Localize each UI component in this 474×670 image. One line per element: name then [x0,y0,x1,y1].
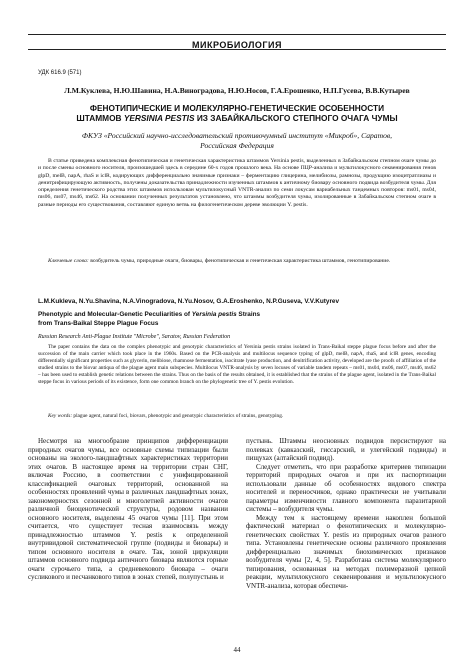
body-column-right [246,437,446,590]
body-paragraph: Несмотря на многообразие принципов дифференциации природных очагов чумы, все основные схемы типизации были основаны на эколого-ландшафтных характеристиках территории этих очагов. В настоящее время на территории стран СНГ, включая Россию, в соответствии с унифицированной классификацией очаговых территорий, основанной на особенностях проявлений чумы в различных ландшафтных зонах, закономерностях сезонной и многолетней активности очагов различной биоценотической структуры, родовом названии основного носителя, выделены 45 очагов чумы [11]. При этом считается, что существует тесная взаимосвязь между принадлежностью штаммов Y. pestis к определенной внутривидовой систематической группе (подвиды и биовары) и типом основного носителя в очаге. Так, зоной циркуляции штаммов основного подвида античного биовара являются горные очаги сурочьего типа, а средневекового биовара – очаги сусликового и песчанкового типов в зонах степей, полупустынь и [28,437,228,581]
affiliation-line-2: Российская Федерация [200,141,274,150]
section-title: МИКРОБИОЛОГИЯ [192,40,282,50]
en-title-line-2: from Trans-Baikal Steppe Plague Focus [38,319,159,327]
body-paragraph: Между тем к настоящему времени накоплен большой фактический материал о фенотипических и молекулярно-генетических свойствах Y. pestis из природных очагов разного типа. Установлены генетические основы различного проявления дифференциально значимых биохимических признаков возбудителя чумы [2, 4, 5]. Разработана система молекулярного типирования, основанная на методах полимеразной цепной реакции, мультилокусного секвенирования и мультилокусного VNTR-анализа, которая обеспечи- [246,513,446,590]
en-title-post: Strains [236,311,261,318]
title-line-1: ФЕНОТИПИЧЕСКИЕ И МОЛЕКУЛЯРНО-ГЕНЕТИЧЕСКИЕ ОСОБЕННОСТИ [89,103,385,113]
body-column-left [28,437,228,582]
title-line-2 [28,113,446,123]
keywords-en [38,413,436,419]
title-line-2-species: YERSINIA PESTIS [123,113,195,123]
affiliation-ru [28,131,446,151]
authors-ru: Л.М.Куклева, Н.Ю.Шавина, Н.А.Виноградова, Н.Ю.Носов, Г.А.Ерошенко, Н.П.Гусева, В.В.Кутырев [64,86,410,95]
abstract-en: The paper contains the data on the complex phenotypic and genotypic characteristics of Yersinia pestis strains isolated in Trans-Baikal steppe plague focus before and after the succession of the main carrier which took place in the 1960s. Based on the PCR-analysis and multilocus sequence typing of glpD, melB, napA, rhaS, and iclR genes, encoding differentially significant properties such as glycerin, melibiose, rhamnose fermentation, isocitrate lyase production, and denitrification activity, developed are the proofs of affiliation of the studied strains to the biovar antiqua of the plague agent main subspecies. Multilocus VNTR-analysis by seven locuses of variable tandem repeats – ms01, ms04, ms06, ms07, ms46, ms62 – has been used to establish genetic relations between the strains. Thus on the basis of the results obtained, it is established that the strains of the plague agent, isolated in the Trans-Baikal steppe focus in various periods of its existence, form one common branch on the phylogenetic tree of Y. pestis evolution. [38,344,436,385]
authors-en: L.M.Kukleva, N.Yu.Shavina, N.A.Vinogradova, N.Yu.Nosov, G.A.Eroshenko, N.P.Guseva, V.V.Kutyrev [38,298,340,305]
abstract-ru: В статье приведена комплексная фенотипическая и генетическая характеристика штаммов Yersinia pestis, выделенных в Забайкальском степном очаге чумы до и после смены основного носителя, произошедшей здесь в середине 60-х годов прошлого века. На основе ПЦР-анализа и мультилокусного секвенирования генов glpD, melB, napA, rhaS и iclR, кодирующих дифференциально значимые признаки – ферментацию глицерина, мелибиозы, рамнозы, продукцию изоцитратлиазы и денитрифицирующую активность, получены доказательства принадлежности изученных штаммов к античному биовару основного подвида возбудителя чумы. Для определения генетического родства этих штаммов использован мультилокусный VNTR-анализ по семи локусам вариабельных тандемных повторов: ms01, ms04, ms06, ms07, ms46, ms62. На основании полученных результатов установлено, что штаммы возбудителя чумы, изолированные в Забайкальском степном очаге в разные периоды его существования, составляют единую ветвь на филогенетическом дереве эволюции Y. pestis. [38,158,436,208]
keywords-en-label: Key words: [48,413,73,419]
page-number: 44 [233,646,241,654]
section-header [28,34,446,50]
en-title-pre: Phenotypic and Molecular-Genetic Peculiarities of [38,311,192,318]
keywords-ru [38,258,436,265]
affiliation-en: Russian Research Anti-Plague Institute "Microbe", Saratov, Russian Federation [38,334,231,340]
body-paragraph: пустынь. Штаммы неосновных подвидов персистируют на полевках (кавказский, гиссарский, и улегейский подвиды) и пищухах (алтайский подвид). [246,437,446,462]
article-title-ru [28,103,446,123]
keywords-en-text: plague agent, natural foci, biovars, phenotypic and genotypic characteristics of strains, genotyping. [72,413,284,419]
udc-code: УДК 616.9 (571) [38,70,82,76]
article-title-en [38,311,436,328]
title-line-2-pre: ШТАММОВ [76,113,124,123]
title-line-2-post: ИЗ ЗАБАЙКАЛЬСКОГО СТЕПНОГО ОЧАГА ЧУМЫ [194,113,398,123]
body-paragraph: Следует отметить, что при разработке критериев типизации территорий природных очагов и при их паспортизации использовали данные об особенностях видового спектра носителей и переносчиков, однако практически не учитывали параметры изменчивости главного компонента паразитарной системы – возбудителя чумы. [246,462,446,513]
en-title-line-1 [38,311,436,320]
keywords-ru-text: возбудитель чумы, природные очаги, биовары, фенотипическая и генетическая характеристика штаммов, генотипирование. [88,258,391,264]
en-title-species: Yersinia pestis [191,311,237,318]
affiliation-line-1: ФКУЗ «Российский научно-исследовательский противочумный институт «Микроб», Саратов, [81,131,393,140]
keywords-ru-label: Ключевые слова: [48,258,89,264]
